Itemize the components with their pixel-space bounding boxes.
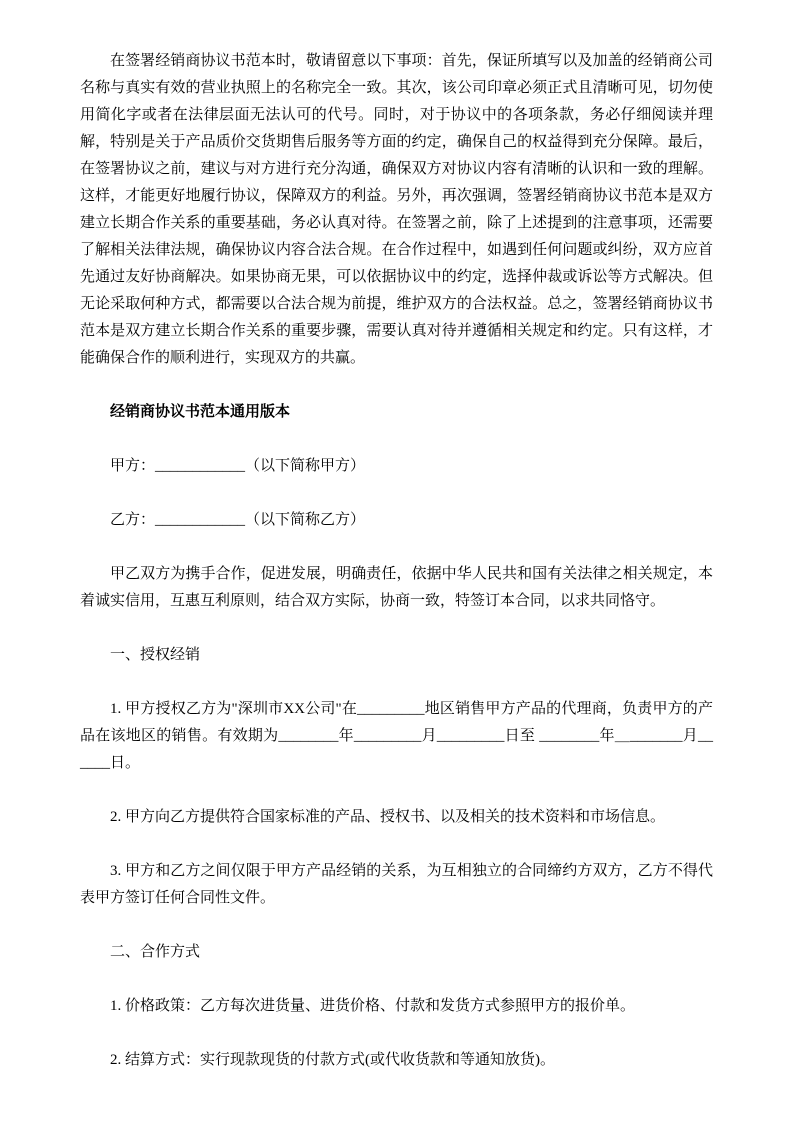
- section-2-heading: 二、合作方式: [110, 944, 201, 960]
- section-1-item-1: 1. 甲方授权乙方为"深圳市XX公司"在_________地区销售甲方产品的代理商，负责甲方的产品在该地区的销售。有效期为________年_________月_________日至 ________年＿_______月______日。: [80, 701, 713, 771]
- preamble-paragraph: 甲乙双方为携手合作，促进发展，明确责任，依据中华人民共和国有关法律之相关规定，本着诚实信用，互惠互利原则，结合双方实际，协商一致，特签订本合同，以求共同恪守。: [80, 566, 713, 609]
- party-a-line: 甲方：____________（以下简称甲方）: [110, 458, 366, 474]
- section-2-item-1: 1. 价格政策：乙方每次进货量、进货价格、付款和发货方式参照甲方的报价单。: [110, 998, 636, 1014]
- notice-paragraph: 在签署经销商协议书范本时，敬请留意以下事项：首先，保证所填写以及加盖的经销商公司名称与真实有效的营业执照上的名称完全一致。其次，该公司印章必须正式且清晰可见，切勿使用简化字或者在法律层面无法认可的代号。同时，对于协议中的各项条款，务必仔细阅读并理解，特别是关于产品质价交货期售后服务等方面的约定，确保自己的权益得到充分保障。最后，在签署协议之前，建议与对方进行充分沟通，确保双方对协议内容有清晰的认识和一致的理解。这样，才能更好地履行协议，保障双方的利益。另外，再次强调，签署经销商协议书范本是双方建立长期合作关系的重要基础，务必认真对待。在签署之前，除了上述提到的注意事项，还需要了解相关法律法规，确保协议内容合法合规。在合作过程中，如遇到任何问题或纠纷，双方应首先通过友好协商解决。如果协商无果，可以依据协议中的约定，选择仲裁或诉讼等方式解决。但无论采取何种方式，都需要以合法合规为前提，维护双方的合法权益。总之，签署经销商协议书范本是双方建立长期合作关系的重要步骤，需要认真对待并遵循相关规定和约定。只有这样，才能确保合作的顺利进行，实现双方的共赢。: [80, 53, 713, 366]
- party-b-line: 乙方：____________（以下简称乙方）: [110, 512, 366, 528]
- section-1-item-3: 3. 甲方和乙方之间仅限于甲方产品经销的关系，为互相独立的合同缔约方双方，乙方不得代表甲方签订任何合同性文件。: [80, 863, 713, 906]
- section-1-item-2: 2. 甲方向乙方提供符合国家标准的产品、授权书、以及相关的技术资料和市场信息。: [110, 809, 666, 825]
- section-2-item-2: 2. 结算方式：实行现款现货的付款方式(或代收货款和等通知放货)。: [110, 1052, 555, 1068]
- document-title: 经销商协议书范本通用版本: [110, 404, 291, 420]
- section-1-heading: 一、授权经销: [110, 647, 201, 663]
